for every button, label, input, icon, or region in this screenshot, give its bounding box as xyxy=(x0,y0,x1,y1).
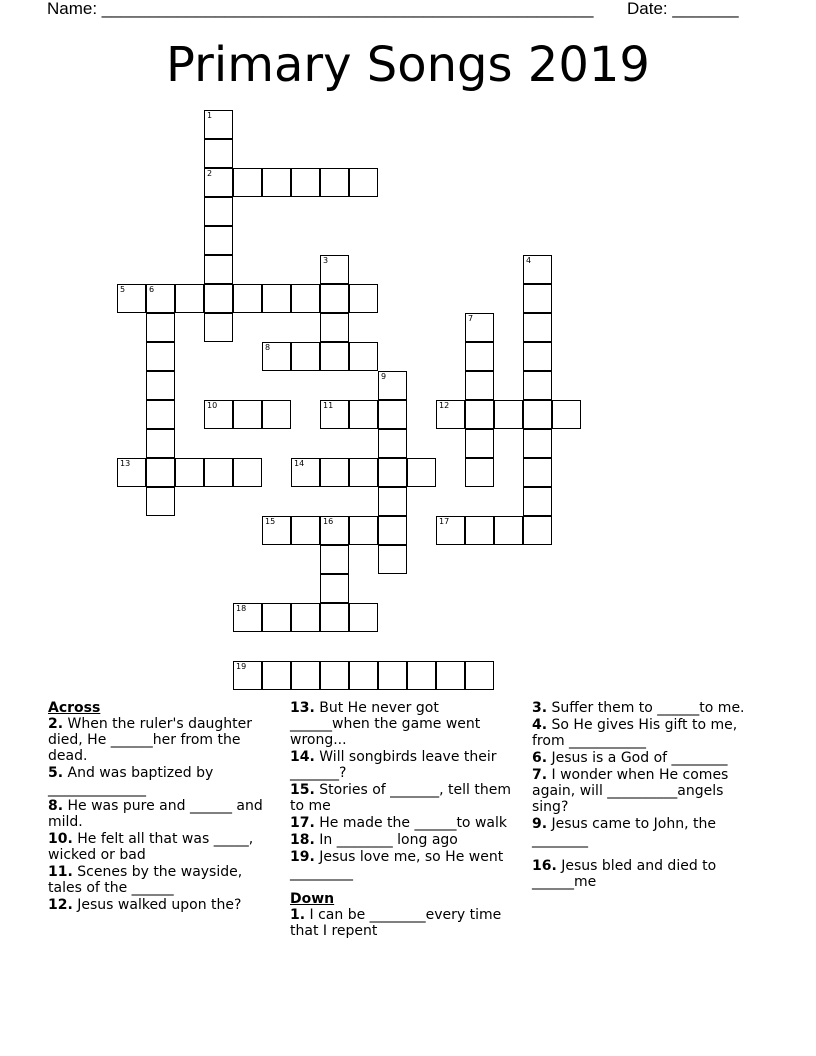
clue-item-text: So He gives His gift to me, from ___________ xyxy=(532,717,738,749)
grid-cell[interactable] xyxy=(320,545,349,574)
clue-item-number: 18. xyxy=(290,832,315,848)
grid-cell[interactable] xyxy=(262,168,291,197)
grid-cell[interactable] xyxy=(204,313,233,342)
clue-item xyxy=(532,816,762,848)
clue-item-number: 17. xyxy=(290,815,315,831)
grid-cell[interactable] xyxy=(523,458,552,487)
grid-cell[interactable] xyxy=(291,284,320,313)
grid-cell[interactable] xyxy=(146,284,175,313)
grid-cell[interactable] xyxy=(175,284,204,313)
grid-cell[interactable] xyxy=(494,516,523,545)
grid-cell[interactable] xyxy=(146,458,175,487)
grid-cell[interactable] xyxy=(233,284,262,313)
grid-cell[interactable] xyxy=(523,487,552,516)
grid-cell[interactable] xyxy=(233,458,262,487)
clue-item xyxy=(290,782,520,814)
clue-item-text: Scenes by the wayside, tales of the ______ xyxy=(48,864,243,896)
clue-item xyxy=(290,815,520,831)
grid-cell[interactable] xyxy=(378,429,407,458)
grid-cell[interactable] xyxy=(349,168,378,197)
grid-cell[interactable] xyxy=(436,400,465,429)
grid-cell[interactable] xyxy=(146,342,175,371)
clue-number: 5 xyxy=(120,285,126,294)
grid-cell[interactable] xyxy=(465,661,494,690)
grid-cell[interactable] xyxy=(320,574,349,603)
grid-cell[interactable] xyxy=(262,284,291,313)
grid-cell[interactable] xyxy=(523,400,552,429)
clue-item-text: Jesus bled and died to ______me xyxy=(532,858,717,890)
grid-cell[interactable] xyxy=(378,400,407,429)
grid-cell[interactable] xyxy=(204,255,233,284)
grid-cell[interactable] xyxy=(523,429,552,458)
date-field-label: Date: _______ xyxy=(627,0,739,18)
clue-item-text: Jesus came to John, the ________ xyxy=(532,816,716,848)
clue-column-3 xyxy=(532,700,762,891)
clue-item-number: 1. xyxy=(290,907,306,923)
clue-number: 3 xyxy=(323,256,329,265)
grid-cell[interactable] xyxy=(465,458,494,487)
clue-item-number: 3. xyxy=(532,700,548,716)
clue-spacer xyxy=(290,882,520,891)
grid-cell[interactable] xyxy=(349,284,378,313)
grid-cell[interactable] xyxy=(465,429,494,458)
clue-item xyxy=(532,700,762,716)
clue-number: 18 xyxy=(236,604,247,613)
clue-item-number: 11. xyxy=(48,864,73,880)
grid-cell[interactable] xyxy=(204,284,233,313)
clue-item-text: Jesus is a God of ________ xyxy=(547,750,728,766)
grid-cell[interactable] xyxy=(349,603,378,632)
grid-cell[interactable] xyxy=(465,371,494,400)
clue-item-number: 10. xyxy=(48,831,73,847)
clue-item xyxy=(290,700,520,748)
clue-item-number: 4. xyxy=(532,717,548,733)
clue-item xyxy=(532,717,762,749)
grid-cell[interactable] xyxy=(465,516,494,545)
clue-item-number: 19. xyxy=(290,849,315,865)
grid-cell[interactable] xyxy=(465,313,494,342)
clue-item xyxy=(48,798,278,830)
clue-item-number: 15. xyxy=(290,782,315,798)
grid-cell[interactable] xyxy=(291,603,320,632)
grid-cell[interactable] xyxy=(465,342,494,371)
grid-cell[interactable] xyxy=(262,400,291,429)
grid-cell[interactable] xyxy=(407,661,436,690)
grid-cell[interactable] xyxy=(378,371,407,400)
clue-item-text: He felt all that was _____, wicked or bad xyxy=(48,831,254,863)
grid-cell[interactable] xyxy=(146,429,175,458)
grid-cell[interactable] xyxy=(436,661,465,690)
grid-cell[interactable] xyxy=(291,168,320,197)
clue-item xyxy=(290,749,520,781)
grid-cell[interactable] xyxy=(262,342,291,371)
clue-number: 16 xyxy=(323,517,334,526)
clue-item-text: Jesus love me, so He went _________ xyxy=(290,849,504,881)
clue-item-text: But He never got ______when the game went wrong... xyxy=(290,700,481,748)
grid-cell[interactable] xyxy=(523,516,552,545)
grid-cell[interactable] xyxy=(291,516,320,545)
grid-cell[interactable] xyxy=(146,313,175,342)
clue-spacer xyxy=(532,849,762,858)
grid-cell[interactable] xyxy=(320,342,349,371)
clue-number: 13 xyxy=(120,459,131,468)
clue-item-number: 13. xyxy=(290,700,315,716)
grid-cell[interactable] xyxy=(523,313,552,342)
grid-cell[interactable] xyxy=(349,400,378,429)
grid-cell[interactable] xyxy=(320,284,349,313)
clue-item xyxy=(48,864,278,896)
grid-cell[interactable] xyxy=(117,458,146,487)
clue-number: 4 xyxy=(526,256,532,265)
clue-item-text: He made the ______to walk xyxy=(314,815,507,831)
clue-item xyxy=(48,897,278,913)
grid-cell[interactable] xyxy=(291,342,320,371)
clue-item xyxy=(48,765,278,797)
grid-cell[interactable] xyxy=(523,255,552,284)
clue-item xyxy=(532,750,762,766)
grid-cell[interactable] xyxy=(117,284,146,313)
grid-cell[interactable] xyxy=(233,400,262,429)
clue-item xyxy=(290,907,520,939)
page-title: Primary Songs 2019 xyxy=(166,37,650,93)
clue-number: 9 xyxy=(381,372,387,381)
grid-cell[interactable] xyxy=(204,139,233,168)
grid-cell[interactable] xyxy=(378,516,407,545)
clue-number: 19 xyxy=(236,662,247,671)
grid-cell[interactable] xyxy=(349,661,378,690)
clue-number: 7 xyxy=(468,314,474,323)
name-field-label: Name: ____________________________________________________ xyxy=(47,0,594,18)
clue-item-text: I wonder when He comes again, will __________angels sing? xyxy=(532,767,729,815)
grid-cell[interactable] xyxy=(204,400,233,429)
clue-item xyxy=(48,831,278,863)
clue-item-number: 5. xyxy=(48,765,64,781)
clue-number: 2 xyxy=(207,169,213,178)
grid-cell[interactable] xyxy=(378,545,407,574)
clue-item xyxy=(290,849,520,881)
grid-cell[interactable] xyxy=(204,197,233,226)
clue-item xyxy=(48,716,278,764)
clue-item-number: 12. xyxy=(48,897,73,913)
grid-cell[interactable] xyxy=(407,458,436,487)
clue-number: 15 xyxy=(265,517,276,526)
clue-item xyxy=(532,858,762,890)
clue-item-text: Suffer them to ______to me. xyxy=(547,700,745,716)
clue-number: 10 xyxy=(207,401,218,410)
grid-cell[interactable] xyxy=(523,371,552,400)
grid-cell[interactable] xyxy=(349,516,378,545)
clue-item xyxy=(290,832,520,848)
grid-cell[interactable] xyxy=(320,516,349,545)
grid-cell[interactable] xyxy=(262,603,291,632)
grid-cell[interactable] xyxy=(175,458,204,487)
clue-item-text: Stories of _______, tell them to me xyxy=(290,782,511,814)
clue-column-1 xyxy=(48,700,278,914)
grid-cell[interactable] xyxy=(552,400,581,429)
grid-cell[interactable] xyxy=(291,458,320,487)
clue-item-number: 14. xyxy=(290,749,315,765)
grid-cell[interactable] xyxy=(320,458,349,487)
clue-item xyxy=(532,767,762,815)
grid-cell[interactable] xyxy=(233,168,262,197)
grid-cell[interactable] xyxy=(320,400,349,429)
grid-cell[interactable] xyxy=(523,284,552,313)
grid-cell[interactable] xyxy=(378,487,407,516)
grid-cell[interactable] xyxy=(204,110,233,139)
grid-cell[interactable] xyxy=(320,255,349,284)
grid-cell[interactable] xyxy=(262,516,291,545)
clue-item-text: I can be ________every time that I repent xyxy=(290,907,502,939)
grid-cell[interactable] xyxy=(378,458,407,487)
clue-item-number: 2. xyxy=(48,716,64,732)
clue-number: 1 xyxy=(207,111,213,120)
grid-cell[interactable] xyxy=(262,661,291,690)
grid-cell[interactable] xyxy=(465,400,494,429)
grid-cell[interactable] xyxy=(436,516,465,545)
clue-item-text: He was pure and ______ and mild. xyxy=(48,798,263,830)
grid-cell[interactable] xyxy=(320,603,349,632)
grid-cell[interactable] xyxy=(494,400,523,429)
clue-item-number: 8. xyxy=(48,798,64,814)
grid-cell[interactable] xyxy=(204,168,233,197)
clue-number: 12 xyxy=(439,401,450,410)
grid-cell[interactable] xyxy=(291,661,320,690)
grid-cell[interactable] xyxy=(146,487,175,516)
clue-item-number: 9. xyxy=(532,816,548,832)
clue-item-number: 6. xyxy=(532,750,548,766)
clue-item-text: And was baptized by ______________ xyxy=(48,765,214,797)
clue-item-number: 16. xyxy=(532,858,557,874)
grid-cell[interactable] xyxy=(233,603,262,632)
clue-item-text: Jesus walked upon the? xyxy=(72,897,242,913)
clue-number: 11 xyxy=(323,401,334,410)
clue-item-text: Will songbirds leave their _______? xyxy=(290,749,497,781)
clue-item-text: When the ruler's daughter died, He ______her from the dead. xyxy=(48,716,253,764)
clue-number: 6 xyxy=(149,285,155,294)
grid-cell[interactable] xyxy=(320,661,349,690)
clue-column-2 xyxy=(290,700,520,940)
clue-number: 14 xyxy=(294,459,305,468)
clue-number: 17 xyxy=(439,517,450,526)
clue-number: 8 xyxy=(265,343,271,352)
grid-cell[interactable] xyxy=(320,168,349,197)
grid-cell[interactable] xyxy=(204,226,233,255)
grid-cell[interactable] xyxy=(349,458,378,487)
grid-cell[interactable] xyxy=(523,342,552,371)
grid-cell[interactable] xyxy=(378,661,407,690)
clue-section-heading: Down xyxy=(290,891,335,907)
clue-item-text: In ________ long ago xyxy=(314,832,458,848)
grid-cell[interactable] xyxy=(146,400,175,429)
grid-cell[interactable] xyxy=(233,661,262,690)
grid-cell[interactable] xyxy=(349,342,378,371)
clue-section-heading: Across xyxy=(48,700,101,716)
clue-item-number: 7. xyxy=(532,767,548,783)
grid-cell[interactable] xyxy=(320,313,349,342)
grid-cell[interactable] xyxy=(146,371,175,400)
grid-cell[interactable] xyxy=(204,458,233,487)
